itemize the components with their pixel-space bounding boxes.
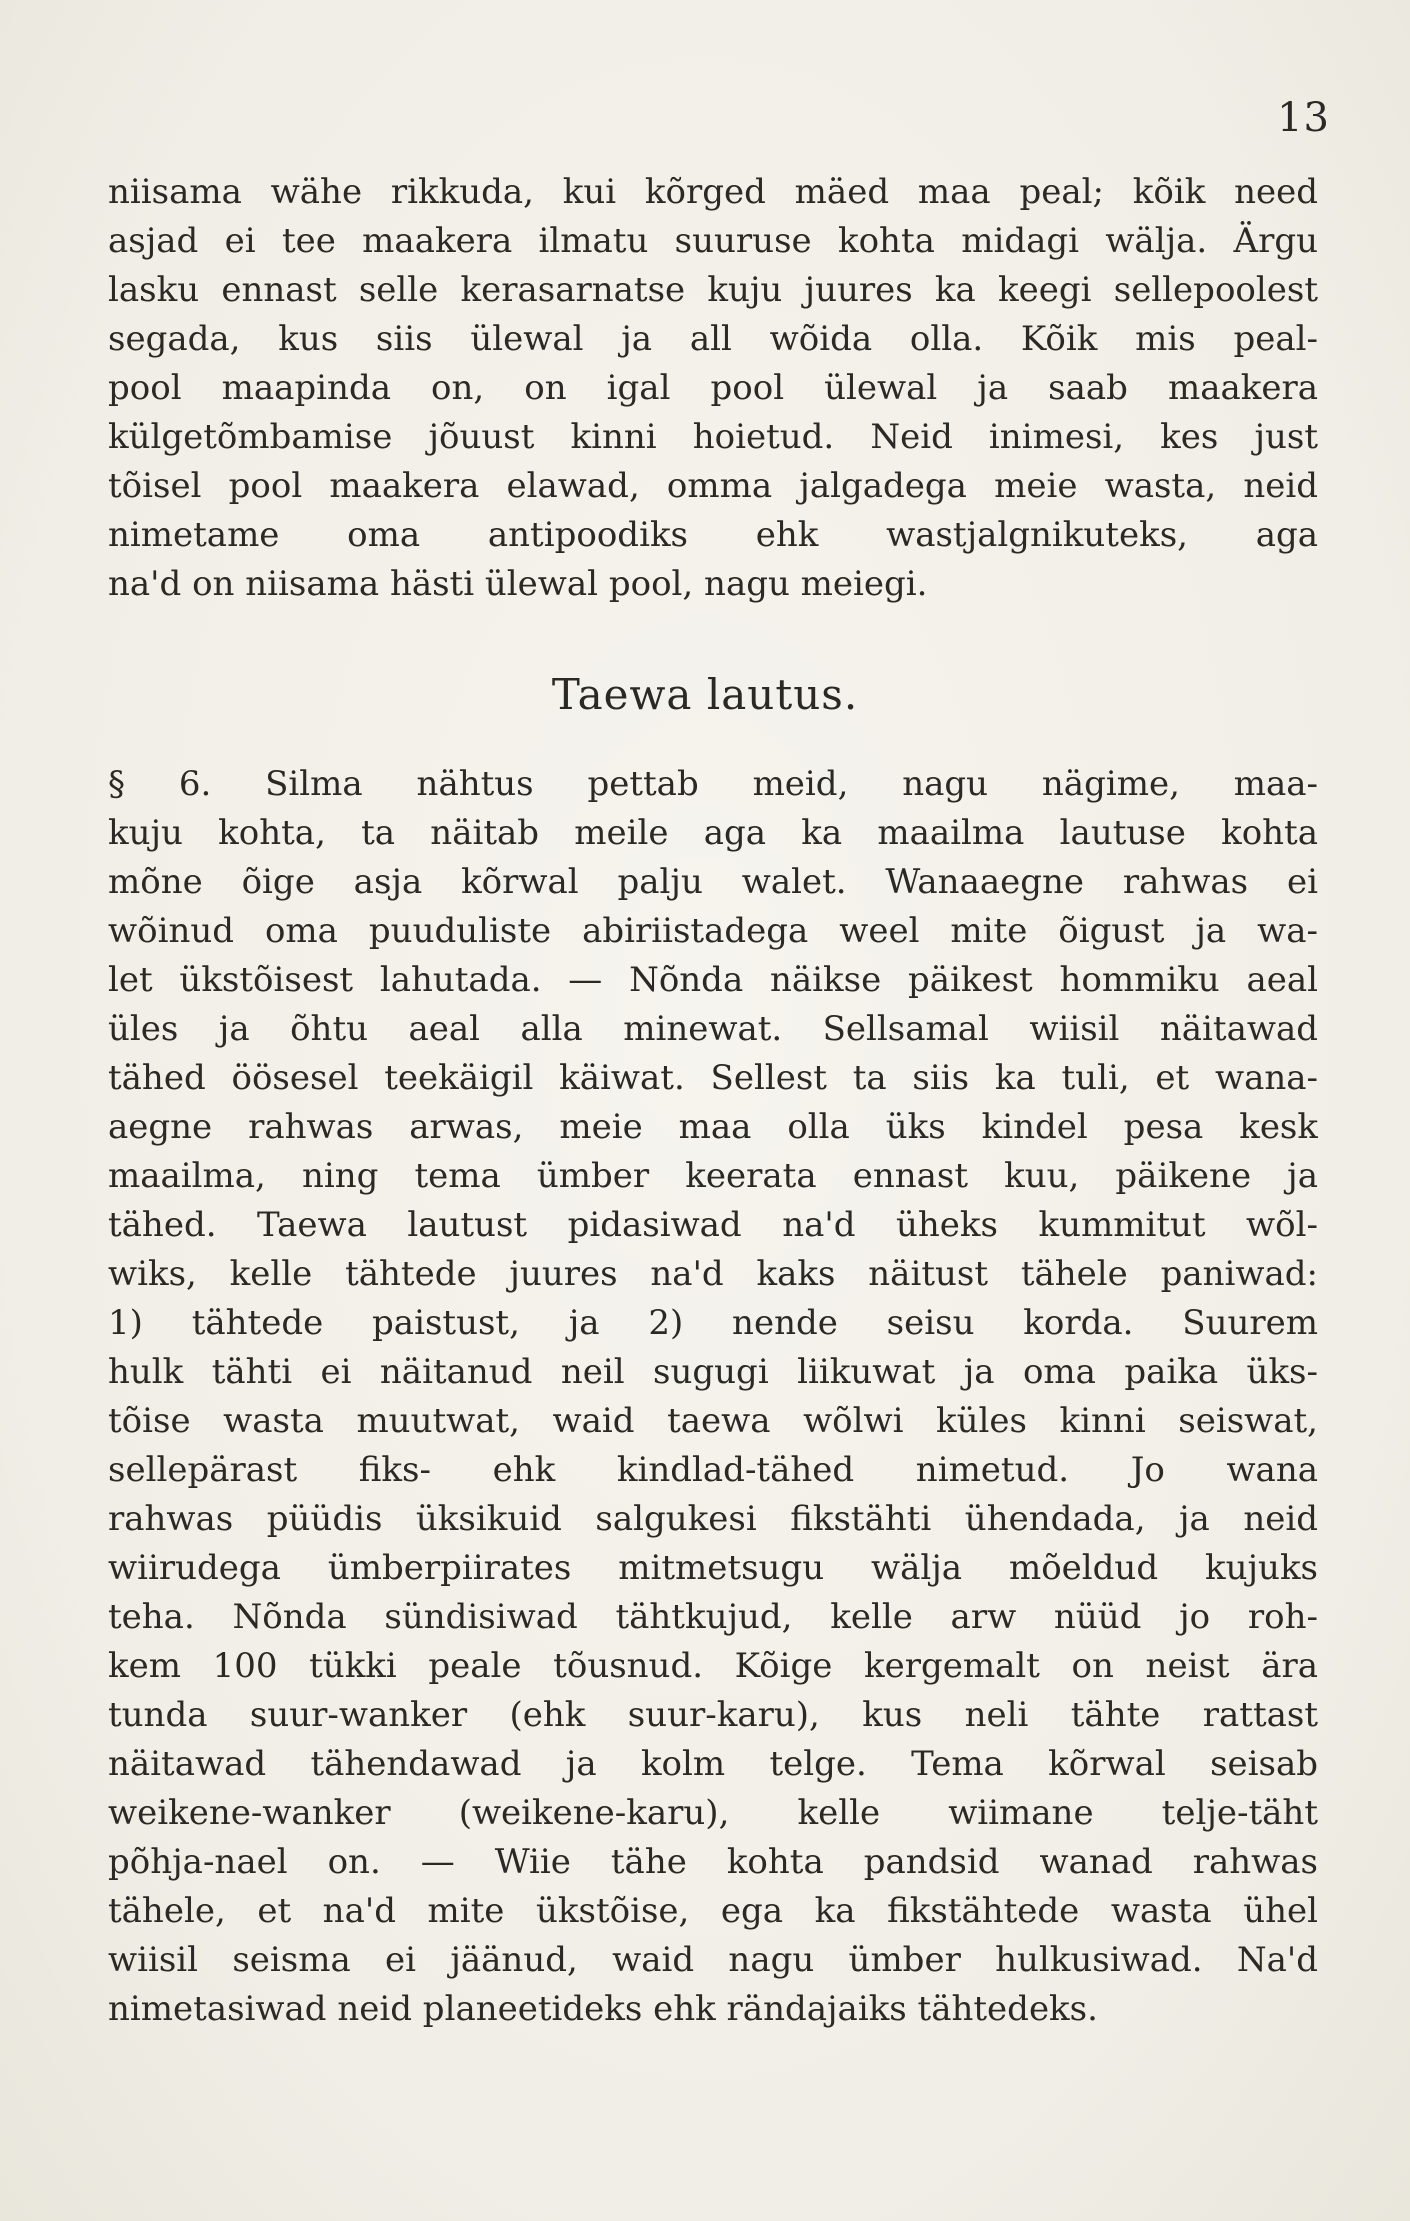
text-line: näitawad tähendawad ja kolm telge. Tema kõrwal seisab: [108, 1744, 1318, 1784]
section-heading: Taewa lautus.: [551, 670, 859, 719]
text-line: tähed öösesel teekäigil käiwat. Sellest ta siis ka tuli, et wana-: [108, 1058, 1318, 1098]
text-line: kuju kohta, ta näitab meile aga ka maailma lautuse kohta: [108, 813, 1318, 853]
text-line: tõise wasta muutwat, waid taewa wõlwi küles kinni seiswat,: [108, 1401, 1318, 1441]
text-line: tähed. Taewa lautust pidasiwad na'd üheks kummitut wõl-: [108, 1205, 1318, 1245]
text-line: nimetasiwad neid planeetideks ehk rändajaiks tähtedeks.: [108, 1989, 1098, 2029]
paragraph-2: [108, 760, 1318, 2034]
text-line: wiisil seisma ei jäänud, waid nagu ümber hulkusiwad. Na'd: [108, 1940, 1318, 1980]
text-line: sellepärast fiks- ehk kindlad-tähed nimetud. Jo wana: [108, 1450, 1318, 1490]
text-line: tõisel pool maakera elawad, omma jalgadega meie wasta, neid: [108, 466, 1318, 506]
text-line: asjad ei tee maakera ilmatu suuruse kohta midagi wälja. Ärgu: [108, 221, 1318, 261]
text-line: segada, kus siis ülewal ja all wõida olla. Kõik mis peal-: [108, 319, 1318, 359]
text-line: maailma, ning tema ümber keerata ennast kuu, päikene ja: [108, 1156, 1318, 1196]
text-line: weikene-wanker (weikene-karu), kelle wiimane telje-täht: [108, 1793, 1318, 1833]
text-line: wiirudega ümberpiirates mitmetsugu wälja mõeldud kujuks: [108, 1548, 1318, 1588]
text-line: wiks, kelle tähtede juures na'd kaks näitust tähele paniwad:: [108, 1254, 1318, 1294]
paragraph-1: [108, 168, 1318, 609]
text-line: § 6. Silma nähtus pettab meid, nagu nägime, maa-: [108, 764, 1318, 804]
text-line: lasku ennast selle kerasarnatse kuju juures ka keegi sellepoolest: [108, 270, 1318, 310]
text-line: wõinud oma puuduliste abiriistadega weel mite õigust ja wa-: [108, 911, 1318, 951]
text-line: külgetõmbamise jõuust kinni hoietud. Neid inimesi, kes just: [108, 417, 1318, 457]
text-line: mõne õige asja kõrwal palju walet. Wanaaegne rahwas ei: [108, 862, 1318, 902]
text-line: aegne rahwas arwas, meie maa olla üks kindel pesa kesk: [108, 1107, 1318, 1147]
text-line: nimetame oma antipoodiks ehk wastjalgnikuteks, aga: [108, 515, 1318, 555]
text-line: kem 100 tükki peale tõusnud. Kõige kergemalt on neist ära: [108, 1646, 1318, 1686]
text-line: 1) tähtede paistust, ja 2) nende seisu korda. Suurem: [108, 1303, 1318, 1343]
text-line: niisama wähe rikkuda, kui kõrged mäed maa peal; kõik need: [108, 172, 1318, 212]
text-line: na'd on niisama hästi ülewal pool, nagu meiegi.: [108, 564, 928, 604]
text-line: rahwas püüdis üksikuid salgukesi fikstähti ühendada, ja neid: [108, 1499, 1318, 1539]
text-line: tunda suur-wanker (ehk suur-karu), kus neli tähte rattast: [108, 1695, 1318, 1735]
text-line: pool maapinda on, on igal pool ülewal ja saab maakera: [108, 368, 1318, 408]
text-line: let ükstõisest lahutada. — Nõnda näikse päikest hommiku aeal: [108, 960, 1318, 1000]
page-number: 13: [1277, 95, 1330, 141]
text-line: põhja-nael on. — Wiie tähe kohta pandsid wanad rahwas: [108, 1842, 1318, 1882]
text-line: üles ja õhtu aeal alla minewat. Sellsamal wiisil näitawad: [108, 1009, 1318, 1049]
text-line: tähele, et na'd mite ükstõise, ega ka fikstähtede wasta ühel: [108, 1891, 1318, 1931]
text-line: teha. Nõnda sündisiwad tähtkujud, kelle arw nüüd jo roh-: [108, 1597, 1318, 1637]
text-line: hulk tähti ei näitanud neil sugugi liikuwat ja oma paika üks-: [108, 1352, 1318, 1392]
